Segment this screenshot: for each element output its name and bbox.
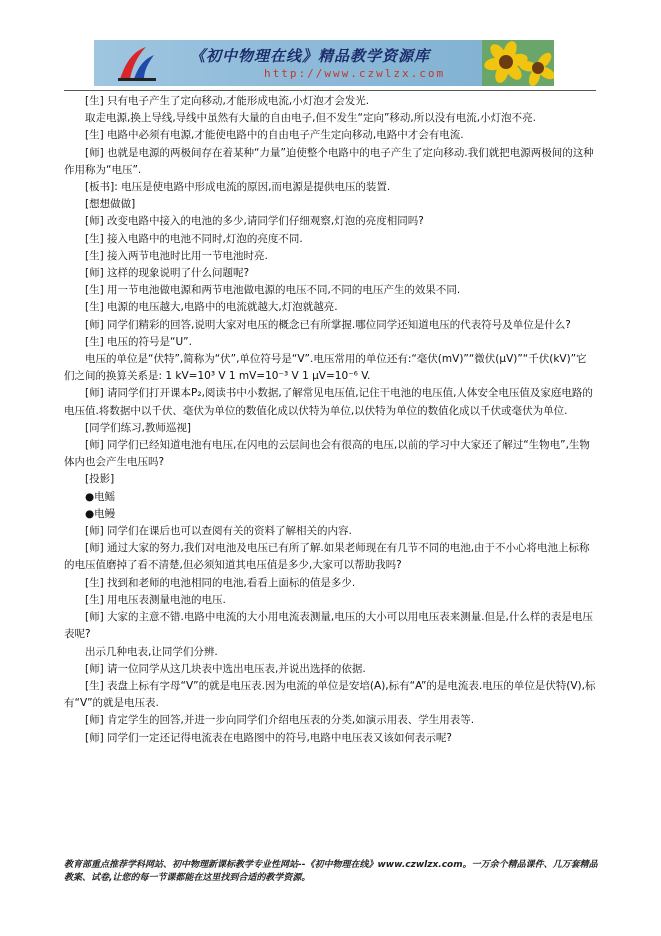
paragraph: [生] 接入电路中的电池不同时,灯泡的亮度不同. — [85, 232, 303, 245]
paragraph: [同学们练习,教师巡视] — [85, 421, 192, 434]
header-url[interactable]: http://www.czwlzx.com — [264, 67, 446, 80]
paragraph: [师] 大家的主意不错.电路中电流的大小用电流表测量,电压的大小可以用电压表来测量.但是,什么样的表是电压表呢? — [64, 611, 593, 641]
paragraph: [生] 接入两节电池时比用一节电池时亮. — [85, 249, 268, 262]
paragraph: [生] 电路中必须有电源,才能使电路中的自由电子产生定向移动,电路中才会有电流. — [85, 129, 464, 142]
paragraph: [师] 请一位同学从这几块表中选出电压表,并说出选择的依据. — [85, 662, 366, 675]
paragraph: 取走电源,换上导线,导线中虽然有大量的自由电子,但不发生“定向”移动,所以没有电流,小灯泡不亮. — [85, 112, 536, 125]
paragraph: [师] 请同学们打开课本P₂,阅读书中小数据,了解常见电压值,记住干电池的电压值,人体安全电压值及家庭电路的电压值.将数据中以千伏、毫伏为单位的数值化成以伏特为单位,以伏特为单位的数值化成以千伏或毫伏为单位. — [64, 387, 593, 417]
paragraph: [师] 同学们已经知道电池有电压,在闪电的云层间也会有很高的电压,以前的学习中大家还了解过“生物电”,生物体内也会产生电压吗? — [64, 439, 590, 469]
page-footer: 教育部重点推荐学科网站、初中物理新课标教学专业性网站--《初中物理在线》www.czwlzx.com。一万余个精品课件、几万套精品教案、试卷,让您的每一节课都能在这里找到合适的教学资源。 — [64, 860, 598, 883]
paragraph: [生] 电源的电压越大,电路中的电流就越大,灯泡就越亮. — [85, 301, 338, 314]
header-title: 《初中物理在线》精品教学资源库 — [190, 47, 431, 65]
paragraph: [想想做做] — [85, 198, 136, 211]
logo-icon — [116, 43, 158, 83]
bullet-item: ●电鳗 — [85, 507, 116, 520]
document-body — [64, 93, 596, 747]
paragraph: [投影] — [85, 473, 115, 486]
paragraph: [师] 这样的现象说明了什么问题呢? — [85, 267, 250, 280]
paragraph: [师] 同学们在课后也可以查阅有关的资料了解相关的内容. — [85, 525, 352, 538]
paragraph: [师] 也就是电源的两极间存在着某种“力量”迫使整个电路中的电子产生了定向移动.我们就把电源两极间的这种作用称为“电压”. — [64, 146, 594, 176]
paragraph: [师] 肯定学生的回答,并进一步向同学们介绍电压表的分类,如演示用表、学生用表等. — [85, 714, 475, 727]
paragraph: [板书]: 电压是使电路中形成电流的原因,而电源是提供电压的装置. — [85, 181, 391, 194]
paragraph: [生] 表盘上标有字母“V”的就是电压表.因为电流的单位是安培(A),标有“A”的是电流表.电压的单位是伏特(V),标有“V”的就是电压表. — [64, 679, 596, 710]
paragraph: [师] 同学们一定还记得电流表在电路图中的符号,电路中电压表又该如何表示呢? — [85, 731, 452, 744]
paragraph: 电压的单位是“伏特”,简称为“伏”,单位符号是“V”.电压常用的单位还有:“毫伏(mV)”“微伏(μV)”“千伏(kV)”它们之间的换算关系是: 1 kV=10³ V 1 mV=10⁻³ V 1 μV=10⁻⁶ V. — [64, 353, 587, 383]
paragraph: [生] 只有电子产生了定向移动,才能形成电流,小灯泡才会发光. — [85, 95, 370, 107]
paragraph: [师] 同学们精彩的回答,说明大家对电压的概念已有所掌握.哪位同学还知道电压的代表符号及单位是什么? — [85, 318, 571, 331]
header-divider — [64, 90, 596, 91]
sunflower-icon — [482, 40, 554, 86]
paragraph: [生] 用一节电池做电源和两节电池做电源的电压不同,不同的电压产生的效果不同. — [85, 284, 461, 297]
paragraph: [师] 通过大家的努力,我们对电池及电压已有所了解.如果老师现在有几节不同的电池,由于不小心将电池上标称的电压值磨掉了看不清楚,但必须知道其电压值是多少,大家可以帮助我吗? — [64, 542, 590, 572]
paragraph: [生] 用电压表测量电池的电压. — [85, 593, 226, 606]
paragraph: [师] 改变电路中接入的电池的多少,请同学们仔细观察,灯泡的亮度相同吗? — [85, 215, 424, 228]
paragraph: [生] 电压的符号是“U”. — [85, 335, 192, 348]
bullet-item: ●电鳐 — [85, 490, 116, 503]
paragraph: 出示几种电表,让同学们分辨. — [85, 645, 218, 658]
header-banner — [94, 40, 554, 86]
paragraph: [生] 找到和老师的电池相同的电池,看看上面标的值是多少. — [85, 576, 356, 589]
